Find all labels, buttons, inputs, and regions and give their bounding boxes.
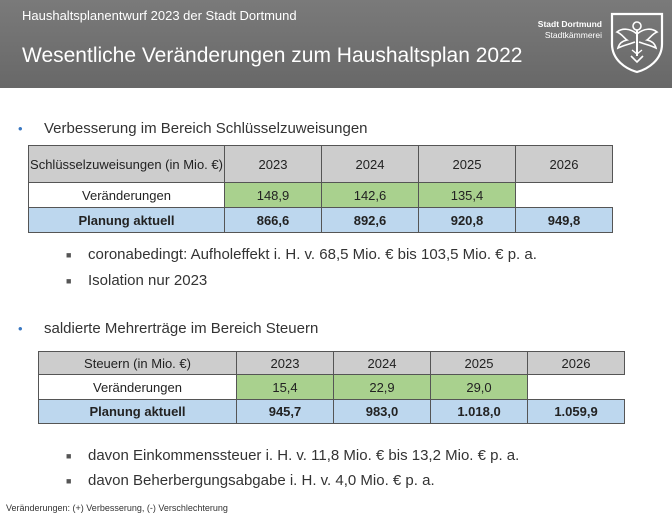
subbullet-text: Isolation nur 2023 xyxy=(88,272,208,289)
plan-value-cell: 892,6 xyxy=(322,208,419,233)
year-cell: 2024 xyxy=(334,352,431,375)
subbullet xyxy=(66,472,435,489)
slide-header xyxy=(0,0,672,88)
change-value-cell: 29,0 xyxy=(431,375,528,400)
plan-value-cell: 983,0 xyxy=(334,400,431,424)
year-cell: 2025 xyxy=(431,352,528,375)
year-cell: 2026 xyxy=(516,146,613,183)
plan-value-cell: 1.059,9 xyxy=(528,400,625,424)
plan-row xyxy=(29,208,613,233)
empty-cell xyxy=(516,183,613,208)
year-cell: 2026 xyxy=(528,352,625,375)
subbullet xyxy=(66,272,207,289)
footnote: Veränderungen: (+) Verbesserung, (-) Verschlechterung xyxy=(6,503,228,513)
plan-label-cell: Planung aktuell xyxy=(39,400,237,424)
change-value-cell: 142,6 xyxy=(322,183,419,208)
slide-title: Wesentliche Veränderungen zum Haushaltsplan 2022 xyxy=(22,44,523,67)
subbullet-dot-icon: ■ xyxy=(66,476,72,487)
bullet-dot-icon: • xyxy=(18,321,23,336)
slide-supertitle: Haushaltsplanentwurf 2023 der Stadt Dortmund xyxy=(22,8,297,23)
subbullet-text: coronabedingt: Aufholeffekt i. H. v. 68,5 Mio. € bis 103,5 Mio. € p. a. xyxy=(88,246,537,263)
subbullet-text: davon Beherbergungsabgabe i. H. v. 4,0 Mio. € p. a. xyxy=(88,472,435,489)
logo-city: Stadt Dortmund xyxy=(537,19,602,29)
change-value-cell: 22,9 xyxy=(334,375,431,400)
logo-text xyxy=(536,19,602,41)
bullet-steuern xyxy=(18,320,318,337)
logo-department: Stadtkämmerei xyxy=(544,30,602,40)
year-cell: 2024 xyxy=(322,146,419,183)
empty-cell xyxy=(528,375,625,400)
plan-value-cell: 920,8 xyxy=(419,208,516,233)
year-cell: 2023 xyxy=(237,352,334,375)
subbullet-dot-icon: ■ xyxy=(66,276,72,287)
eagle-crest-icon xyxy=(608,10,666,74)
bullet-schluesselzuweisungen xyxy=(18,120,368,137)
change-value-cell: 135,4 xyxy=(419,183,516,208)
plan-value-cell: 866,6 xyxy=(225,208,322,233)
subbullet xyxy=(66,447,519,464)
plan-row xyxy=(39,400,625,424)
year-cell: 2025 xyxy=(419,146,516,183)
subbullet-text: davon Einkommenssteuer i. H. v. 11,8 Mio. € bis 13,2 Mio. € p. a. xyxy=(88,447,520,464)
bullet-text: saldierte Mehrerträge im Bereich Steuern xyxy=(44,320,319,337)
change-value-cell: 148,9 xyxy=(225,183,322,208)
changes-row xyxy=(39,375,625,400)
header-label-cell: Schlüsselzuweisungen (in Mio. €) xyxy=(29,146,225,183)
subbullet xyxy=(66,246,537,263)
plan-value-cell: 1.018,0 xyxy=(431,400,528,424)
header-label-cell: Steuern (in Mio. €) xyxy=(39,352,237,375)
change-value-cell: 15,4 xyxy=(237,375,334,400)
bullet-dot-icon: • xyxy=(18,121,23,136)
subbullet-dot-icon: ■ xyxy=(66,451,72,462)
bullet-text: Verbesserung im Bereich Schlüsselzuweisungen xyxy=(44,120,368,137)
plan-label-cell: Planung aktuell xyxy=(29,208,225,233)
table-schluesselzuweisungen xyxy=(28,145,613,233)
plan-value-cell: 949,8 xyxy=(516,208,613,233)
changes-label-cell: Veränderungen xyxy=(29,183,225,208)
plan-value-cell: 945,7 xyxy=(237,400,334,424)
subbullet-dot-icon: ■ xyxy=(66,250,72,261)
changes-label-cell: Veränderungen xyxy=(39,375,237,400)
table-steuern xyxy=(38,351,625,424)
table-header-row xyxy=(39,352,625,375)
year-cell: 2023 xyxy=(225,146,322,183)
table-header-row xyxy=(29,146,613,183)
changes-row xyxy=(29,183,613,208)
